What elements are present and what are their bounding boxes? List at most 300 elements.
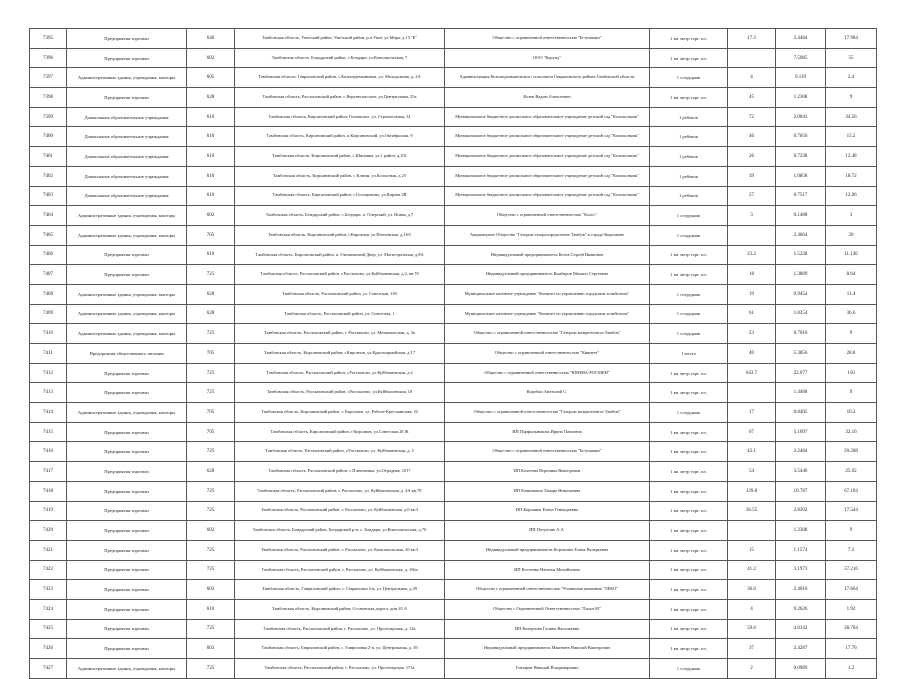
- unit-cell: 1 кв. метр торг. пл.: [650, 501, 728, 521]
- object-type-cell: Административные здания, учреждения, конторы: [67, 403, 187, 423]
- owner-cell: Общество с ограниченной ответственностью "Колос": [445, 206, 650, 226]
- volume-cell: 0.7016: [776, 324, 826, 344]
- table-row: [30, 560, 877, 580]
- owner-cell: Общество с ограниченной ответственностью "ЮНЕВА-РОСМЕН": [445, 363, 650, 383]
- quantity-cell: 39: [728, 166, 776, 186]
- table-row: [30, 344, 877, 364]
- quantity-cell: 18: [728, 265, 776, 285]
- row-id-cell: 7414: [30, 403, 67, 423]
- row-id-cell: 7424: [30, 599, 67, 619]
- table-row: [30, 284, 877, 304]
- table-row: [30, 363, 877, 383]
- owner-cell: Общество с ограниченной ответственностью "Бгтумакин": [445, 442, 650, 462]
- address-cell: Тамбовская область, Бондарский район, Бондарский р-н, с. Бондари, ул.Комсомольская, д.76: [235, 521, 445, 541]
- norm-cell: 9: [826, 521, 877, 541]
- code-cell: 603: [187, 580, 235, 600]
- owner-cell: ООО "Корунд": [445, 48, 650, 68]
- table-row: [30, 580, 877, 600]
- code-cell: 603: [187, 639, 235, 659]
- unit-cell: 1 кв. метр торг. пл.: [650, 521, 728, 541]
- table-row: [30, 245, 877, 265]
- code-cell: 602: [187, 206, 235, 226]
- row-id-cell: 7413: [30, 383, 67, 403]
- norm-cell: 20.208: [826, 442, 877, 462]
- norm-cell: 28.8: [826, 344, 877, 364]
- object-type-cell: Предприятия торговли: [67, 48, 187, 68]
- row-id-cell: 7402: [30, 166, 67, 186]
- norm-cell: 10.2: [826, 403, 877, 423]
- row-id-cell: 7410: [30, 324, 67, 344]
- table-body: [30, 29, 877, 679]
- code-cell: 705: [187, 422, 235, 442]
- table-row: [30, 265, 877, 285]
- table-row: [30, 462, 877, 482]
- table-row: [30, 186, 877, 206]
- norm-cell: 2.4: [826, 68, 877, 88]
- unit-cell: 1 кв. метр торг. пл.: [650, 442, 728, 462]
- quantity-cell: 36.55: [728, 501, 776, 521]
- address-cell: Тамбовская область, Рассказовский район, г. Рассказово, ул. Куйбышевская, д. 166а: [235, 560, 445, 580]
- owner-cell: ИП Кочетова Вероника Викторовна: [445, 462, 650, 482]
- norm-cell: 34.56: [826, 107, 877, 127]
- norm-cell: 15.2: [826, 127, 877, 147]
- row-id-cell: 7399: [30, 107, 67, 127]
- owner-cell: Индивидуальный предприниматель Комбаров Михаил Сергеевич: [445, 265, 650, 285]
- volume-cell: 2.4664: [776, 225, 826, 245]
- owner-cell: Муниципальное казенное учреждение "Комитет по управлению городским хозяйством": [445, 284, 650, 304]
- volume-cell: 2.4287: [776, 639, 826, 659]
- row-id-cell: 7417: [30, 462, 67, 482]
- quantity-cell: 23.2: [728, 245, 776, 265]
- norm-cell: 1.92: [826, 599, 877, 619]
- unit-cell: 1 ребенок: [650, 166, 728, 186]
- object-type-cell: Предприятия торговли: [67, 442, 187, 462]
- unit-cell: 1 ребенок: [650, 186, 728, 206]
- unit-cell: 1 кв. метр торг. пл.: [650, 245, 728, 265]
- volume-cell: 4.6142: [776, 619, 826, 639]
- quantity-cell: 139.8: [728, 481, 776, 501]
- address-cell: Тамбовская область, Кирсановский район, с.Шиновка, ул.1 район, д.101: [235, 147, 445, 167]
- object-type-cell: Дошкольные образовательные учреждения: [67, 107, 187, 127]
- quantity-cell: 4: [728, 68, 776, 88]
- table-row: [30, 383, 877, 403]
- norm-cell: 17.904: [826, 29, 877, 49]
- quantity-cell: 36.8: [728, 580, 776, 600]
- address-cell: Тамбовская область, Рассказовский район, г.Рассказово, ул. Куйбышевская, д. 5: [235, 442, 445, 462]
- address-cell: Тамбовская область, Гавриловский район, с. Гавриловка 2-я, ул. Центральная, д.39: [235, 580, 445, 600]
- owner-cell: Гонтарев Николай Владимирович: [445, 659, 650, 679]
- quantity-cell: 40: [728, 344, 776, 364]
- address-cell: Тамбовская область, Рассказовский район, г.Рассказово, ул.Куйбышевская, 18: [235, 383, 445, 403]
- quantity-cell: 46: [728, 127, 776, 147]
- norm-cell: 17.664: [826, 580, 877, 600]
- quantity-cell: 23: [728, 324, 776, 344]
- unit-cell: 1 сотрудник: [650, 284, 728, 304]
- object-type-cell: Предприятия торговли: [67, 599, 187, 619]
- table-row: [30, 324, 877, 344]
- address-cell: Тамбовская область, Рассказовский район, г. Рассказово, ул. Пролетарская, 171а: [235, 659, 445, 679]
- address-cell: Тамбовская область, Рассказовский район, ул. Советская, 1: [235, 304, 445, 324]
- volume-cell: 1.0858: [776, 166, 826, 186]
- quantity-cell: 61: [728, 304, 776, 324]
- code-cell: 602: [187, 48, 235, 68]
- table-row: [30, 639, 877, 659]
- row-id-cell: 7427: [30, 659, 67, 679]
- volume-cell: 0.7517: [776, 186, 826, 206]
- owner-cell: Муниципальное бюджетное дошкольное образовательное учреждение детский сад "Колокольчик": [445, 127, 650, 147]
- volume-cell: 0.119: [776, 68, 826, 88]
- object-type-cell: Предприятия торговли: [67, 521, 187, 541]
- table-row: [30, 619, 877, 639]
- address-cell: Тамбовская область, Рассказовский район, с.Платоновка, ул.Отрадная, 1017: [235, 462, 445, 482]
- norm-cell: 156: [826, 363, 877, 383]
- volume-cell: 2.0043: [776, 107, 826, 127]
- quantity-cell: 26: [728, 147, 776, 167]
- quantity-cell: 54: [728, 462, 776, 482]
- object-type-cell: Административные здания, учреждения, конторы: [67, 324, 187, 344]
- owner-cell: ИП Кочергина Галина Васильевна: [445, 619, 650, 639]
- quantity-cell: 643.7: [728, 363, 776, 383]
- unit-cell: 1 сотрудник: [650, 304, 728, 324]
- unit-cell: 1 кв. метр торг. пл.: [650, 560, 728, 580]
- quantity-cell: 15: [728, 540, 776, 560]
- norm-cell: 18.72: [826, 166, 877, 186]
- volume-cell: 2.4016: [776, 580, 826, 600]
- owner-cell: Муниципальное казенное учреждение "Комитет по управлению городским хозяйством": [445, 304, 650, 324]
- unit-cell: 1 сотрудник: [650, 206, 728, 226]
- owner-cell: ИП Ковшикина Тамара Николаевна: [445, 481, 650, 501]
- row-id-cell: 7400: [30, 127, 67, 147]
- address-cell: Тамбовская область, Кирсановский район, г.Кирсанов, ул.Красноармейская, д.17: [235, 344, 445, 364]
- table-row: [30, 481, 877, 501]
- unit-cell: 1 кв. метр торг. пл.: [650, 422, 728, 442]
- volume-cell: 7.5085: [776, 48, 826, 68]
- owner-cell: Общество с ограниченной ответственностью "Газпром межрегионгаз Тамбов": [445, 403, 650, 423]
- norm-cell: 9: [826, 383, 877, 403]
- row-id-cell: 7412: [30, 363, 67, 383]
- owner-cell: Котов Вадим Алексеевич: [445, 88, 650, 108]
- unit-cell: 1 сотрудник: [650, 659, 728, 679]
- owner-cell: ИП Порфильникова Ирина Павловна: [445, 422, 650, 442]
- quantity-cell: 72: [728, 107, 776, 127]
- owner-cell: Общество с ограниченной ответственностью "Розничная компания "ЛЕКО": [445, 580, 650, 600]
- owner-cell: Акционерное Общество "Газпром газораспределение Тамбов" в городе Кирсанове: [445, 225, 650, 245]
- unit-cell: 1 кв. метр торг. пл.: [650, 599, 728, 619]
- unit-cell: 1 место: [650, 344, 728, 364]
- quantity-cell: 59.8: [728, 619, 776, 639]
- object-type-cell: Предприятия торговли: [67, 619, 187, 639]
- code-cell: 628: [187, 284, 235, 304]
- address-cell: Тамбовская область, Бондарский район, с.Бондари, ул.Комсомольская, 7: [235, 48, 445, 68]
- object-type-cell: Предприятия торговли: [67, 383, 187, 403]
- owner-cell: Муниципальное бюджетное дошкольное образовательное учреждение детский сад "Колокольчик": [445, 166, 650, 186]
- quantity-cell: 67: [728, 422, 776, 442]
- code-cell: 610: [187, 127, 235, 147]
- unit-cell: 1 кв. метр торг. пл.: [650, 580, 728, 600]
- norm-cell: 17.544: [826, 501, 877, 521]
- row-id-cell: 7395: [30, 29, 67, 49]
- quantity-cell: 17: [728, 403, 776, 423]
- row-id-cell: 7408: [30, 284, 67, 304]
- row-id-cell: 7420: [30, 521, 67, 541]
- registry-table: [29, 28, 877, 679]
- row-id-cell: 7396: [30, 48, 67, 68]
- row-id-cell: 7404: [30, 206, 67, 226]
- code-cell: 725: [187, 363, 235, 383]
- owner-cell: Общество с Ограниченной Ответственностью "Ласка-М": [445, 599, 650, 619]
- address-cell: Тамбовская область, Кирсановский район, Сосновская дорога, дом 45 А: [235, 599, 445, 619]
- code-cell: 602: [187, 521, 235, 541]
- norm-cell: 9: [826, 88, 877, 108]
- owner-cell: Коробки Анатолий С.: [445, 383, 650, 403]
- row-id-cell: 7423: [30, 580, 67, 600]
- row-id-cell: 7401: [30, 147, 67, 167]
- object-type-cell: Предприятия торговли: [67, 639, 187, 659]
- table-row: [30, 442, 877, 462]
- code-cell: 725: [187, 659, 235, 679]
- volume-cell: 2.8202: [776, 501, 826, 521]
- row-id-cell: 7405: [30, 225, 67, 245]
- address-cell: Тамбовская область, Кирсановский район, Гоношское, ул. Строительная, 14: [235, 107, 445, 127]
- unit-cell: 1 кв. метр торг. пл.: [650, 540, 728, 560]
- volume-cell: 0.1488: [776, 206, 826, 226]
- code-cell: 628: [187, 304, 235, 324]
- norm-cell: 55: [826, 48, 877, 68]
- object-type-cell: Предприятия торговли: [67, 265, 187, 285]
- row-id-cell: 7411: [30, 344, 67, 364]
- norm-cell: 36.6: [826, 304, 877, 324]
- address-cell: Тамбовская область, Кирсановский район, п.Кирсановский, ул.Октябрьская, 9: [235, 127, 445, 147]
- object-type-cell: Предприятия торговли: [67, 462, 187, 482]
- table-row: [30, 127, 877, 147]
- code-cell: 725: [187, 481, 235, 501]
- address-cell: Тамбовская область, Рассказовский район, г.Рассказово, ул.Куйбышевская, д.2: [235, 363, 445, 383]
- quantity-cell: 41.2: [728, 560, 776, 580]
- row-id-cell: 7425: [30, 619, 67, 639]
- unit-cell: 1 ребенок: [650, 107, 728, 127]
- owner-cell: Индивидуальный предприниматель Маковеев Николай Викторович: [445, 639, 650, 659]
- unit-cell: 1 кв. метр торг. пл.: [650, 619, 728, 639]
- object-type-cell: Дошкольные образовательные учреждения: [67, 127, 187, 147]
- quantity-cell: 4: [728, 599, 776, 619]
- norm-cell: 26: [826, 225, 877, 245]
- row-id-cell: 7419: [30, 501, 67, 521]
- owner-cell: Индивидуальный предприниматель Корчагина Елена Валерьевна: [445, 540, 650, 560]
- volume-cell: 5.3856: [776, 344, 826, 364]
- volume-cell: 1.4468: [776, 383, 826, 403]
- volume-cell: 3.1973: [776, 560, 826, 580]
- table-row: [30, 68, 877, 88]
- object-type-cell: Административные здания, учреждения, конторы: [67, 284, 187, 304]
- object-type-cell: Предприятия торговли: [67, 481, 187, 501]
- code-cell: 610: [187, 107, 235, 127]
- code-cell: 605: [187, 68, 235, 88]
- volume-cell: 5.1697: [776, 422, 826, 442]
- code-cell: 725: [187, 265, 235, 285]
- address-cell: Тамбовская область, Рассказовский район, ул. Советская, 103: [235, 284, 445, 304]
- table-row: [30, 225, 877, 245]
- address-cell: Тамбовская область, Кирсановский район, г.Кирсанов, ул.Советская 28 Ж: [235, 422, 445, 442]
- row-id-cell: 7403: [30, 186, 67, 206]
- unit-cell: 1 кв. метр торг. пл.: [650, 88, 728, 108]
- address-cell: Тамбовская область, Кирсановский район, г. Кирсанов, ул. Рабоче-Крестьянская, 52: [235, 403, 445, 423]
- table-row: [30, 501, 877, 521]
- volume-cell: 0.7238: [776, 147, 826, 167]
- owner-cell: Муниципальное бюджетное дошкольное образовательное учреждение детский сад "Колокольчик": [445, 147, 650, 167]
- code-cell: 725: [187, 560, 235, 580]
- code-cell: 725: [187, 383, 235, 403]
- unit-cell: 1 сотрудник: [650, 324, 728, 344]
- volume-cell: 1.1574: [776, 540, 826, 560]
- volume-cell: 0.0989: [776, 659, 826, 679]
- address-cell: Тамбовская область, Кирсановский район, п. Овсяновский Двор, ул. Магистральная, д.8А: [235, 245, 445, 265]
- quantity-cell: [728, 383, 776, 403]
- address-cell: Тамбовская область, Бондарский район, с.Бондари, п. Очерский, ул. Новая, д.7: [235, 206, 445, 226]
- volume-cell: 1.2308: [776, 88, 826, 108]
- row-id-cell: 7418: [30, 481, 67, 501]
- object-type-cell: Предприятия торговли: [67, 29, 187, 49]
- volume-cell: 22.077: [776, 363, 826, 383]
- object-type-cell: Административные здания, учреждения, конторы: [67, 659, 187, 679]
- unit-cell: 1 кв. метр торг. пл.: [650, 265, 728, 285]
- address-cell: Тамбовская область, Рассказовский район, г. Рассказово, ул. Куйбышевская, д.6 кв.3: [235, 501, 445, 521]
- code-cell: 705: [187, 225, 235, 245]
- code-cell: 610: [187, 245, 235, 265]
- volume-cell: 3.2484: [776, 442, 826, 462]
- owner-cell: Администрация Козьмодемьяновского сельсовета Гавриловского района Тамбовской области: [445, 68, 650, 88]
- unit-cell: 1 кв. метр торг. пл.: [650, 29, 728, 49]
- unit-cell: 1 сотрудник: [650, 225, 728, 245]
- code-cell: 610: [187, 599, 235, 619]
- row-id-cell: 7422: [30, 560, 67, 580]
- table-row: [30, 166, 877, 186]
- unit-cell: 1 ребенок: [650, 147, 728, 167]
- volume-cell: 2.4484: [776, 29, 826, 49]
- volume-cell: 1.5228: [776, 245, 826, 265]
- code-cell: 646: [187, 29, 235, 49]
- address-cell: Тамбовская область, Рассказовский район, г. Рассказово, ул. Механическая, д. 3а: [235, 324, 445, 344]
- table-row: [30, 304, 877, 324]
- code-cell: 725: [187, 442, 235, 462]
- code-cell: 610: [187, 147, 235, 167]
- address-cell: Тамбовская область, Рассказовский район, г. Рассказово, ул. Комсомольская, 26 кв.3: [235, 540, 445, 560]
- quantity-cell: 19: [728, 284, 776, 304]
- norm-cell: 25.92: [826, 462, 877, 482]
- norm-cell: 9: [826, 324, 877, 344]
- unit-cell: 1 кв. метр торг. пл.: [650, 383, 728, 403]
- owner-cell: ИП Костенко Наталья Михайловна: [445, 560, 650, 580]
- object-type-cell: Предприятия торговли: [67, 88, 187, 108]
- volume-cell: 10.787: [776, 481, 826, 501]
- object-type-cell: Дошкольные образовательные учреждения: [67, 186, 187, 206]
- quantity-cell: 27: [728, 186, 776, 206]
- unit-cell: 1 кв. метр торг. пл.: [650, 462, 728, 482]
- owner-cell: ИП Коровина Елена Геннадьевна: [445, 501, 650, 521]
- object-type-cell: Дошкольные образовательные учреждения: [67, 166, 187, 186]
- table-row: [30, 599, 877, 619]
- row-id-cell: 7426: [30, 639, 67, 659]
- volume-cell: 1.2308: [776, 521, 826, 541]
- object-type-cell: Предприятия торговли: [67, 580, 187, 600]
- quantity-cell: [728, 48, 776, 68]
- address-cell: Тамбовская область, Кирсановский район, г.Кирсанов, ул.Пензенская, д.16А: [235, 225, 445, 245]
- quantity-cell: [728, 225, 776, 245]
- row-id-cell: 7397: [30, 68, 67, 88]
- code-cell: 725: [187, 540, 235, 560]
- norm-cell: 67.104: [826, 481, 877, 501]
- row-id-cell: 7407: [30, 265, 67, 285]
- table-row: [30, 540, 877, 560]
- unit-cell: 1 сотрудник: [650, 403, 728, 423]
- owner-cell: Общество с ограниченной ответственностью "Бгтумакин": [445, 29, 650, 49]
- quantity-cell: [728, 521, 776, 541]
- table-row: [30, 107, 877, 127]
- row-id-cell: 7409: [30, 304, 67, 324]
- row-id-cell: 7421: [30, 540, 67, 560]
- norm-cell: 8.64: [826, 265, 877, 285]
- address-cell: Тамбовская область, Гавриловский район, с. Гавриловка 2-я, ул. Центральная, д. 39: [235, 639, 445, 659]
- object-type-cell: Предприятия торговли: [67, 501, 187, 521]
- object-type-cell: Предприятия торговли: [67, 540, 187, 560]
- table-row: [30, 29, 877, 49]
- object-type-cell: Предприятия общественного питания: [67, 344, 187, 364]
- row-id-cell: 7416: [30, 442, 67, 462]
- code-cell: 628: [187, 462, 235, 482]
- address-cell: Тамбовская область, Кирсановский район, с.Голощекино, ул.Кирова 2В: [235, 186, 445, 206]
- unit-cell: 1 сотрудник: [650, 68, 728, 88]
- norm-cell: 7.2: [826, 540, 877, 560]
- quantity-cell: 45: [728, 88, 776, 108]
- table-row: [30, 659, 877, 679]
- object-type-cell: Предприятия торговли: [67, 560, 187, 580]
- owner-cell: Общество с ограниченной ответственностью "Квинтет": [445, 344, 650, 364]
- object-type-cell: Административные здания, учреждения, конторы: [67, 225, 187, 245]
- norm-cell: 11.136: [826, 245, 877, 265]
- row-id-cell: 7415: [30, 422, 67, 442]
- table-row: [30, 422, 877, 442]
- object-type-cell: Административные здания, учреждения, конторы: [67, 206, 187, 226]
- quantity-cell: 42.1: [728, 442, 776, 462]
- table-row: [30, 147, 877, 167]
- volume-cell: 0.2626: [776, 599, 826, 619]
- address-cell: Тамбовская область, Рассказовский район, г. Рассказово, ул. Куйбышевская, д. 4А кв.79: [235, 481, 445, 501]
- unit-cell: 1 кв. метр торг. пл.: [650, 639, 728, 659]
- norm-cell: 32.16: [826, 422, 877, 442]
- norm-cell: 1.2: [826, 659, 877, 679]
- row-id-cell: 7398: [30, 88, 67, 108]
- code-cell: 725: [187, 501, 235, 521]
- unit-cell: 1 кв. метр торг. пл.: [650, 363, 728, 383]
- volume-cell: 3.5446: [776, 462, 826, 482]
- table-row: [30, 521, 877, 541]
- code-cell: 705: [187, 344, 235, 364]
- code-cell: 628: [187, 88, 235, 108]
- norm-cell: 12.96: [826, 186, 877, 206]
- owner-cell: Общество с ограниченной ответственностью "Газпром межрегионгаз Тамбов": [445, 324, 650, 344]
- quantity-cell: 17.3: [728, 29, 776, 49]
- address-cell: Тамбовская область, Гавриловский район, с.Козьмодемьяновка, ул. Молодежная, д. 2А: [235, 68, 445, 88]
- code-cell: 610: [187, 186, 235, 206]
- table-row: [30, 48, 877, 68]
- quantity-cell: 3: [728, 206, 776, 226]
- owner-cell: Муниципальное бюджетное дошкольное образовательное учреждение детский сад "Колокольчик": [445, 186, 650, 206]
- quantity-cell: 2: [728, 659, 776, 679]
- volume-cell: 1.8254: [776, 304, 826, 324]
- address-cell: Тамбовская область, Рассказовский район, г. Рассказово, ул. Пролетарская, д. 14а: [235, 619, 445, 639]
- volume-cell: 0.7656: [776, 127, 826, 147]
- quantity-cell: 37: [728, 639, 776, 659]
- volume-cell: 0.9454: [776, 284, 826, 304]
